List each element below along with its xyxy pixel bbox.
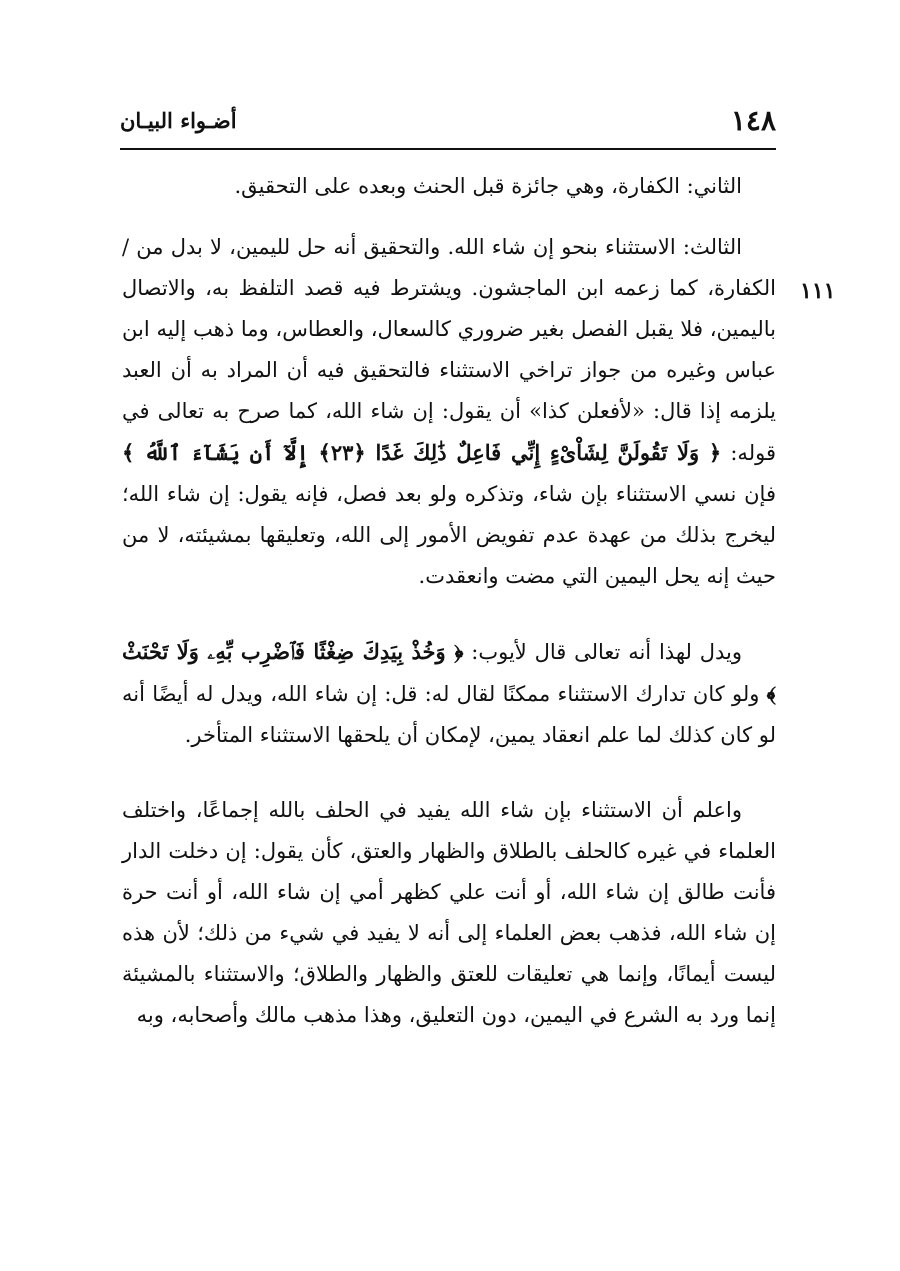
paragraph-kaffara: الثاني: الكفارة، وهي جائزة قبل الحنث وبعده على التحقيق.: [234, 174, 742, 198]
body-text: [122, 166, 776, 1036]
paragraph-istithna: [122, 227, 776, 597]
book-title: أضـواء البيـان: [120, 108, 237, 133]
page-number: ١٤٨: [730, 104, 776, 137]
running-header: [120, 104, 776, 150]
quran-verse: ﴿ وَلَا تَقُولَنَّ لِشَاْىْءٍ إِنِّي فَاعِلٌ ذَٰلِكَ غَدًا ﴿٢٣﴾ إِلَّآ أَن يَشَآءَ ٱللَّهُ ﴾: [122, 440, 722, 465]
paragraph-text: ولو كان تدارك الاستثناء ممكنًا لقال له: قل: إن شاء الله، ويدل له أيضًا أنه لو كان كذلك لما علم انعقاد يمين، لإمكان أن يلحقها الاستثناء المتأخر.: [122, 682, 776, 747]
paragraph-text: ويدل لهذا أنه تعالى قال لأيوب:: [471, 640, 742, 664]
paragraph-talaq: واعلم أن الاستثناء بإن شاء الله يفيد في الحلف بالله إجماعًا، واختلف العلماء في غيره كالحلف بالطلاق والظهار والعتق، كأن يقول: إن دخلت الدار فأنت طالق إن شاء الله، أو أنت علي كظهر أمي إن شاء الله، أو أنت حرة إن شاء الله، فذهب بعض العلماء إلى أنه لا يفيد في شيء من ذلك؛ لأن هذه ليست أيمانًا، وإنما هي تعليقات للعتق والظهار والطلاق؛ والاستثناء بالمشيئة إنما ورد به الشرع في اليمين، دون التعليق، وهذا مذهب مالك وأصحابه، وبه: [122, 798, 776, 1027]
paragraph-text: الثالث: الاستثناء بنحو إن شاء الله. والتحقيق أنه حل لليمين، لا بدل من / الكفارة، كما زعمه ابن الماجشون. ويشترط فيه قصد التلفظ به، والاتصال باليمين، فلا يقبل الفصل بغير ضروري كالسعال، والعطاس، وما ذهب إليه ابن عباس وغيره من جواز تراخي الاستثناء فالتحقيق فيه أن المراد به أن العبد يلزمه إذا قال: «لأفعلن كذا» أن يقول: إن شاء الله، كما صرح به تعالى في قوله:: [122, 235, 776, 465]
paragraph-text: فإن نسي الاستثناء بإن شاء، وتذكره ولو بعد فصل، فإنه يقول: إن شاء الله؛ ليخرج بذلك من عهدة عدم تفويض الأمور إلى الله، وتعليقها بمشيئته، لا من حيث إنه يحل اليمين التي مضت وانعقدت.: [122, 482, 776, 588]
paragraph-ayyub: [122, 631, 776, 756]
quran-verse: ﴿ وَخُذْ بِيَدِكَ ضِغْثًا فَٱضْرِب بِّهِۦ وَلَا تَحْنَثْ ﴾: [122, 639, 776, 706]
margin-page-reference: ١١١: [800, 278, 836, 304]
